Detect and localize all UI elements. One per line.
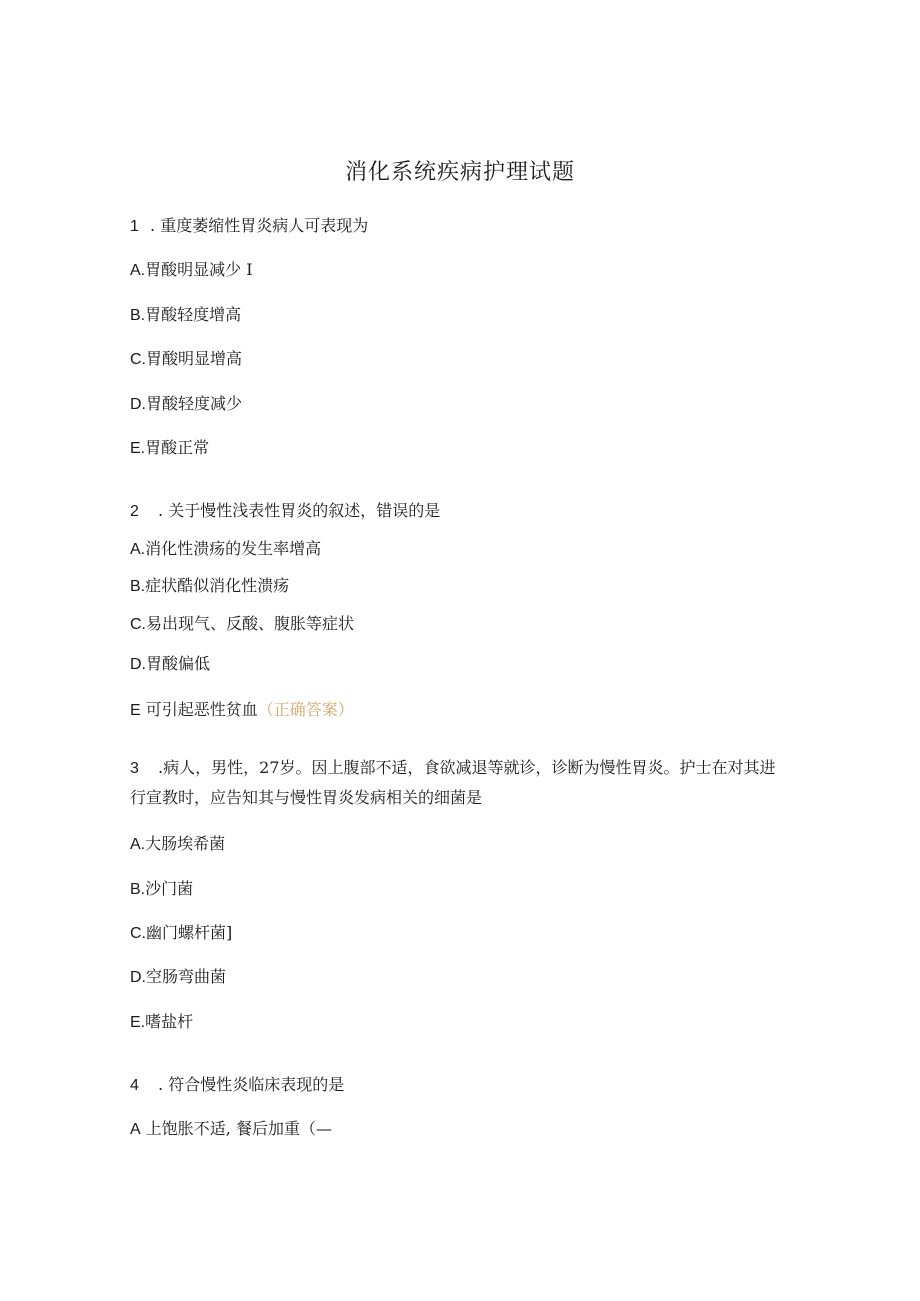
page-title: 消化系统疾病护理试题	[344, 160, 575, 185]
option-letter: E	[130, 702, 141, 719]
option-letter: D.	[130, 969, 146, 986]
option-letter: E.	[130, 440, 146, 457]
question-3-option-b	[130, 876, 193, 899]
question-1-option-e	[130, 435, 209, 458]
question-text: 符合慢性炎临床表现的是	[168, 1075, 345, 1094]
question-number: 1	[130, 218, 139, 235]
option-text: 胃酸偏低	[146, 654, 211, 673]
question-number: 2	[130, 503, 139, 520]
question-text: 病人，男性，27岁。因上腹部不适，食欲减退等就诊，诊断为慢性胃炎。护士在对其进行宣教时，应告知其与慢性胃炎发病相关的细菌是	[130, 758, 776, 807]
option-letter: A	[130, 1121, 141, 1138]
option-letter: C.	[130, 351, 146, 368]
option-text: 空肠弯曲菌	[146, 967, 227, 986]
option-text: 胃酸正常	[145, 438, 210, 457]
question-4-option-a	[130, 1116, 332, 1139]
option-text: 胃酸轻度减少	[146, 394, 243, 413]
option-text: 消化性溃疡的发生率增高	[145, 539, 322, 558]
question-3-stem	[130, 753, 780, 812]
option-text: 沙门菌	[145, 879, 194, 898]
option-text: 可引起恶性贫血	[145, 700, 258, 719]
question-3-option-c	[130, 920, 232, 943]
option-letter: A.	[130, 541, 146, 558]
option-letter: A.	[130, 836, 146, 853]
question-2-option-c	[130, 611, 354, 634]
question-1-option-a	[130, 257, 253, 280]
option-text: 幽门螺杆菌]	[146, 923, 233, 942]
option-letter: B.	[130, 881, 146, 898]
question-1-option-d	[130, 391, 242, 414]
question-separator: .	[158, 1075, 164, 1094]
question-text: 重度萎缩性胃炎病人可表现为	[160, 216, 369, 235]
question-2-option-d	[130, 651, 210, 674]
option-letter: C.	[130, 925, 146, 942]
option-letter: D.	[130, 656, 146, 673]
option-text: 大肠埃希菌	[145, 834, 226, 853]
question-3-option-a	[130, 831, 225, 854]
option-letter: C.	[130, 616, 146, 633]
question-1-option-c	[130, 346, 242, 369]
question-1-option-b	[130, 302, 241, 325]
option-text: 上饱胀不适, 餐后加重（—	[145, 1119, 332, 1138]
question-3-option-e	[130, 1009, 193, 1032]
question-2-stem	[130, 498, 440, 521]
question-number: 3	[130, 760, 139, 777]
question-2-option-e	[130, 697, 354, 720]
option-text: 胃酸轻度增高	[145, 305, 242, 324]
question-2-option-a	[130, 536, 321, 559]
option-text: 症状酷似消化性溃疡	[145, 576, 290, 595]
correct-answer-note: （正确答案）	[257, 700, 354, 719]
option-text: 嗜盐杆	[145, 1012, 194, 1031]
question-separator: .	[158, 758, 164, 777]
question-separator: .	[150, 216, 156, 235]
option-text: 胃酸明显减少 I	[145, 260, 253, 279]
option-letter: B.	[130, 578, 146, 595]
question-text: 关于慢性浅表性胃炎的叙述，错误的是	[168, 501, 441, 520]
option-text: 胃酸明显增高	[146, 349, 243, 368]
question-number: 4	[130, 1077, 139, 1094]
option-letter: D.	[130, 396, 146, 413]
option-letter: A.	[130, 262, 146, 279]
question-2-option-b	[130, 573, 289, 596]
question-1-stem	[130, 213, 368, 236]
question-4-stem	[130, 1072, 344, 1095]
option-letter: E.	[130, 1014, 146, 1031]
question-separator: .	[158, 501, 164, 520]
question-3-option-d	[130, 964, 226, 987]
option-letter: B.	[130, 307, 146, 324]
option-text: 易出现气、反酸、腹胀等症状	[146, 614, 355, 633]
